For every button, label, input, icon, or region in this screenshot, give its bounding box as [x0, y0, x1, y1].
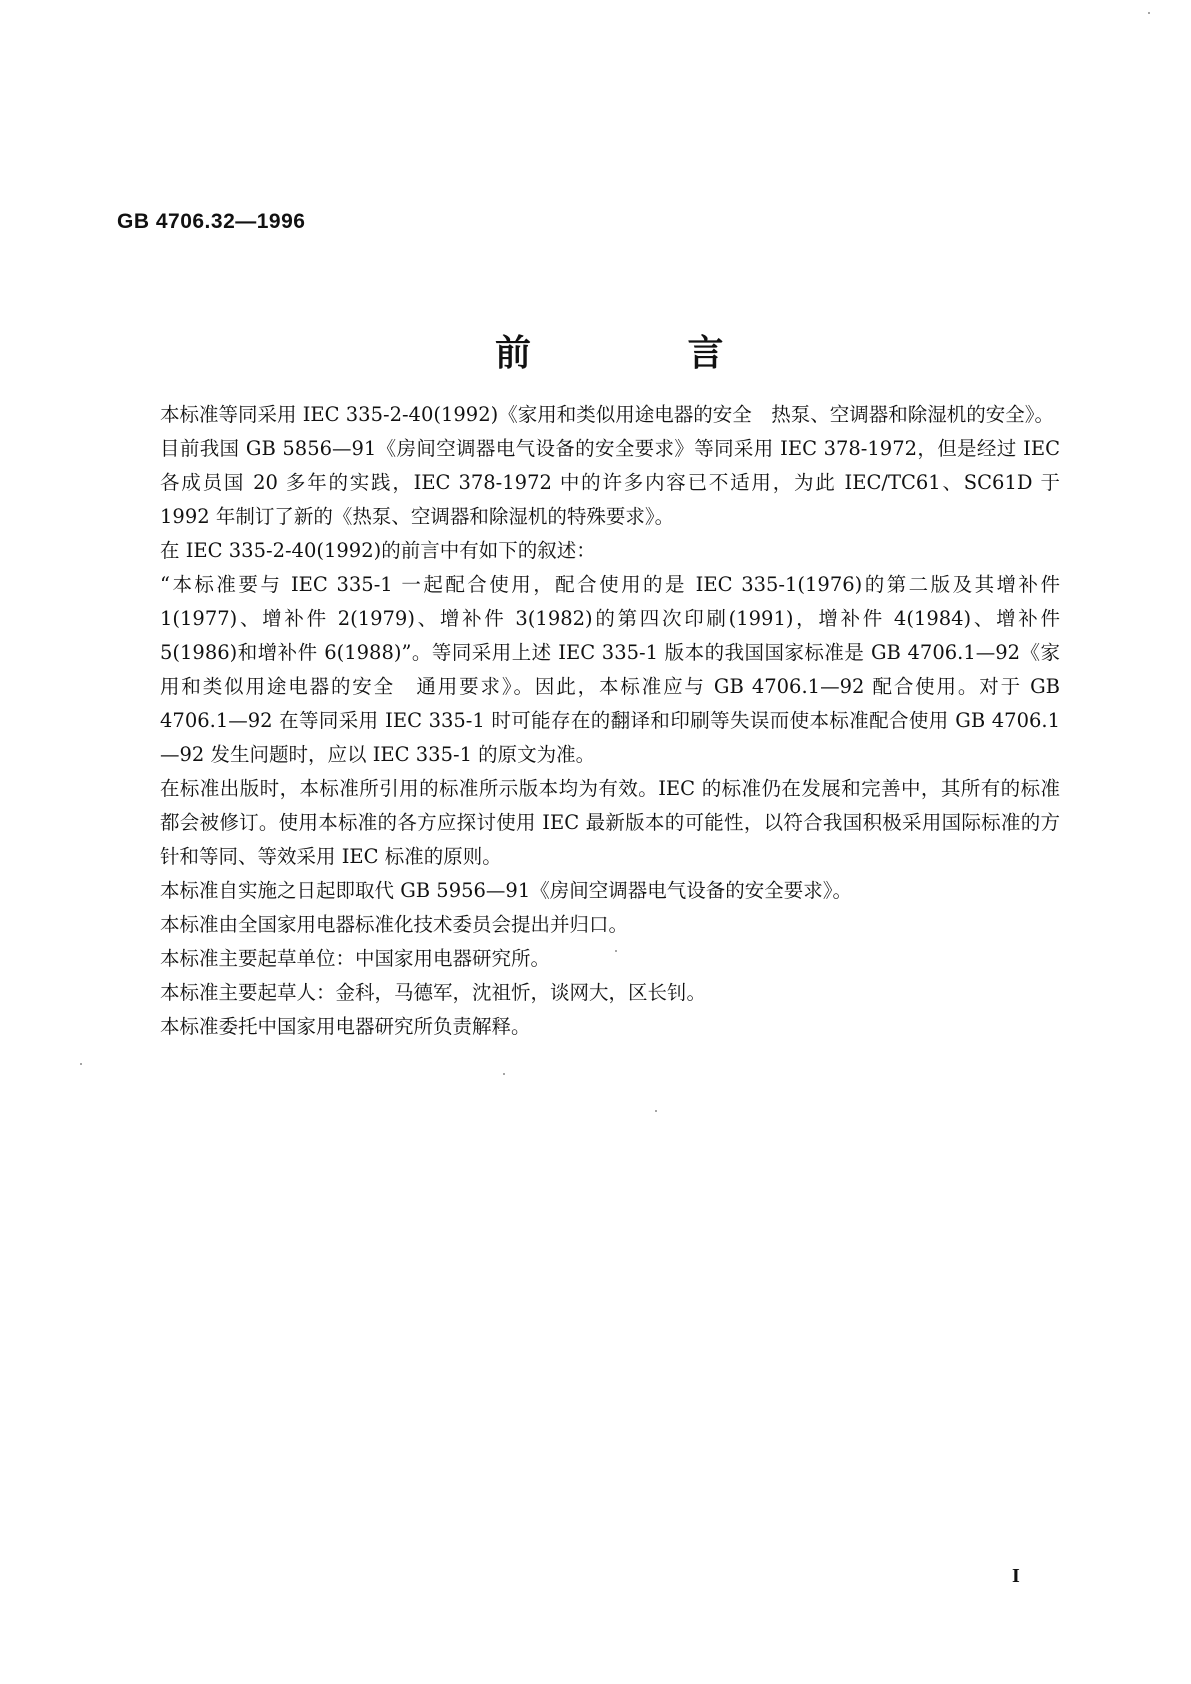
paragraph-5: 在标准出版时，本标准所引用的标准所示版本均为有效。IEC 的标准仍在发展和完善中，其所有的标准都会被修订。使用本标准的各方应探讨使用 IEC 最新版本的可能性，以符合我国积极采用国际标准的方针和等同、等效采用 IEC 标准的原则。	[160, 777, 1060, 868]
scan-speck	[615, 950, 617, 952]
scan-speck	[80, 1063, 82, 1065]
paragraph-9: 本标准主要起草人：金科，马德军，沈祖忻，谈网大，区长钊。	[160, 981, 707, 1004]
paragraph-8: 本标准主要起草单位：中国家用电器研究所。	[160, 947, 551, 970]
paragraph-10: 本标准委托中国家用电器研究所负责解释。	[160, 1015, 531, 1038]
paragraph-6: 本标准自实施之日起即取代 GB 5956—91《房间空调器电气设备的安全要求》。	[160, 879, 852, 902]
paragraph-2: 目前我国 GB 5856—91《房间空调器电气设备的安全要求》等同采用 IEC 378-1972，但是经过 IEC 各成员国 20 多年的实践，IEC 378-1972 中的许多内容已不适用，为此 IEC/TC61、SC61D 于 1992 年制订了新的《热泵、空调器和除湿机的特殊要求》。	[160, 437, 1060, 528]
page-title: 前 言	[495, 332, 796, 374]
paragraph-1: 本标准等同采用 IEC 335-2-40(1992)《家用和类似用途电器的安全 热泵、空调器和除湿机的安全》。	[160, 403, 1054, 426]
paragraph-3: 在 IEC 335-2-40(1992)的前言中有如下的叙述：	[160, 539, 596, 562]
paragraph-4: “本标准要与 IEC 335-1 一起配合使用，配合使用的是 IEC 335-1(1976)的第二版及其增补件 1(1977)、增补件 2(1979)、增补件 3(1982)的第四次印刷(1991)，增补件 4(1984)、增补件 5(1986)和增补件 6(1988)”。等同采用上述 IEC 335-1 版本的我国国家标准是 GB 4706.1—92《家用和类似用途电器的安全 通用要求》。因此，本标准应与 GB 4706.1—92 配合使用。对于 GB 4706.1—92 在等同采用 IEC 335-1 时可能存在的翻译和印刷等失误而使本标准配合使用 GB 4706.1—92 发生问题时，应以 IEC 335-1 的原文为准。	[160, 573, 1060, 766]
scan-speck	[1148, 12, 1150, 14]
scan-speck	[655, 1110, 657, 1112]
scan-speck	[503, 1073, 505, 1075]
foreword-body	[160, 398, 1060, 1044]
standard-code: GB 4706.32—1996	[117, 210, 306, 233]
page-number: I	[1012, 1565, 1020, 1587]
paragraph-7: 本标准由全国家用电器标准化技术委员会提出并归口。	[160, 913, 629, 936]
